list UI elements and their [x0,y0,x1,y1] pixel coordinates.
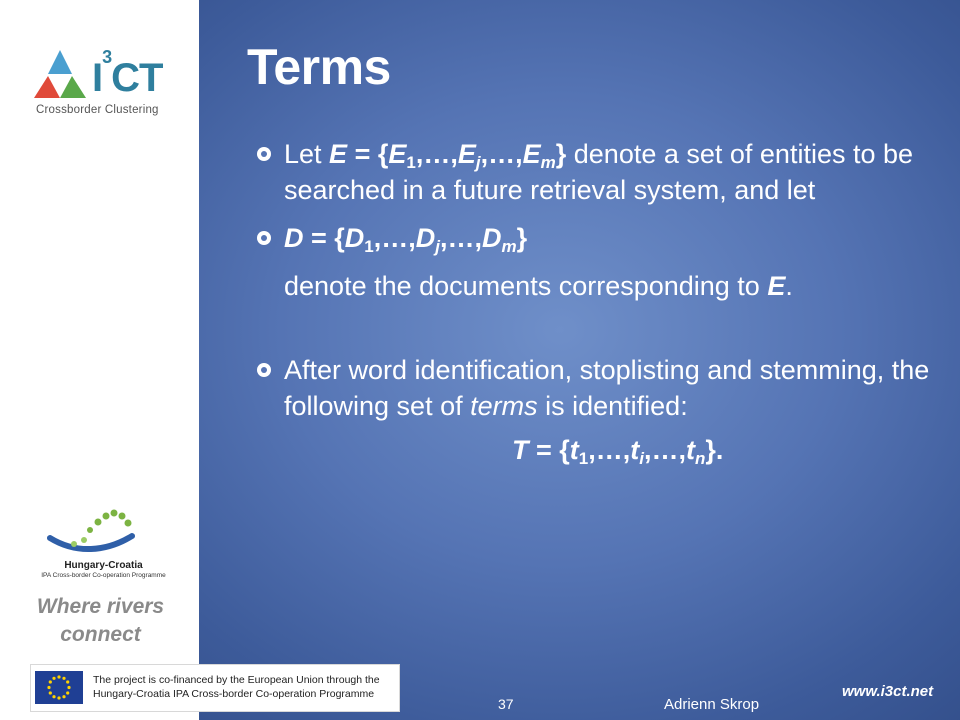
hc-title: Hungary-Croatia [64,560,143,571]
text-dots: ,…, [373,223,416,253]
sub-1: 1 [406,153,416,172]
text-terms-italic: terms [470,391,538,421]
sub-1: 1 [578,449,589,468]
sub-i: i [639,449,644,468]
sub-m: m [501,237,517,256]
rivers-line-1: Where rivers [36,595,165,618]
text-entities-rest: denote a set of entities to be searched in a future retrieval system, and let [284,139,914,205]
bullet-flower-icon [256,362,272,378]
slide-title: Terms [247,39,391,95]
text-dots: ,…, [644,435,687,465]
text-dots: ,…, [440,223,483,253]
i3ct-wordmark: $I^3CT$ [92,46,163,100]
symbol-dj: D [415,223,436,253]
page-number: 37 [498,696,514,712]
hc-subtitle: IPA Cross-border Co-operation Programme [41,572,166,579]
symbol-ti: t [630,435,640,465]
symbol-dm: D [482,223,502,253]
text-dots: ,…, [415,139,458,169]
text-let: Let [284,139,330,169]
text-eq: = { [303,223,345,253]
i3ct-emblem-icon [30,48,90,104]
text-identified: is identified: [537,391,688,421]
sub-n: n [695,449,706,468]
eu-cofinance-text [93,673,380,701]
logo-tagline: Crossborder Clustering [36,104,159,116]
formula-terms [256,432,936,468]
symbol-d1: D [344,223,365,253]
symbol-e: E [767,271,786,301]
symbol-d: D [284,223,304,253]
author-name: Adrienn Skrop [664,696,760,713]
text-dots: ,…, [588,435,631,465]
rivers-swoosh-icon [36,508,171,558]
eu-flag-icon [35,671,83,704]
rivers-slogan [18,593,183,649]
eu-line-1: The project is co-financed by the European Union through the [93,674,380,686]
bullet-entities [256,136,936,208]
text-close: } [555,139,567,169]
sub-m: m [540,153,556,172]
text-eq: = { [347,139,389,169]
text-denote-docs: denote the documents corresponding to [284,271,768,301]
sidebar [0,0,199,720]
hungary-croatia-logo [36,508,176,588]
text-period: . [785,271,793,301]
sub-j: j [435,237,440,256]
text-close: } [516,223,528,253]
line-documents [256,268,936,304]
i3ct-logo [30,48,180,123]
bullet-documents [256,220,936,256]
project-url[interactable]: www.i3ct.net [842,683,934,700]
bullet-flower-icon [256,230,272,246]
text-dots: ,…, [480,139,523,169]
slide-body [256,136,936,468]
symbol-e1: E [388,139,407,169]
symbol-t1: t [569,435,579,465]
text-after-word: After word identification, stoplisting and stemming, the following set of [284,355,930,421]
eu-line-2: Hungary-Croatia IPA Cross-border Co-operation Programme [93,688,375,700]
sub-j: j [475,153,481,172]
sub-1: 1 [364,237,374,256]
text-close: }. [705,435,724,465]
rivers-line-2: connect [60,623,141,646]
text-eq: = { [528,435,570,465]
symbol-t: T [512,435,529,465]
symbol-e: E [329,139,348,169]
bullet-terms [256,352,936,424]
eu-cofinance-box [30,664,400,712]
symbol-tn: t [686,435,696,465]
symbol-ej: E [457,139,476,169]
bullet-flower-icon [256,146,272,162]
symbol-em: E [522,139,541,169]
